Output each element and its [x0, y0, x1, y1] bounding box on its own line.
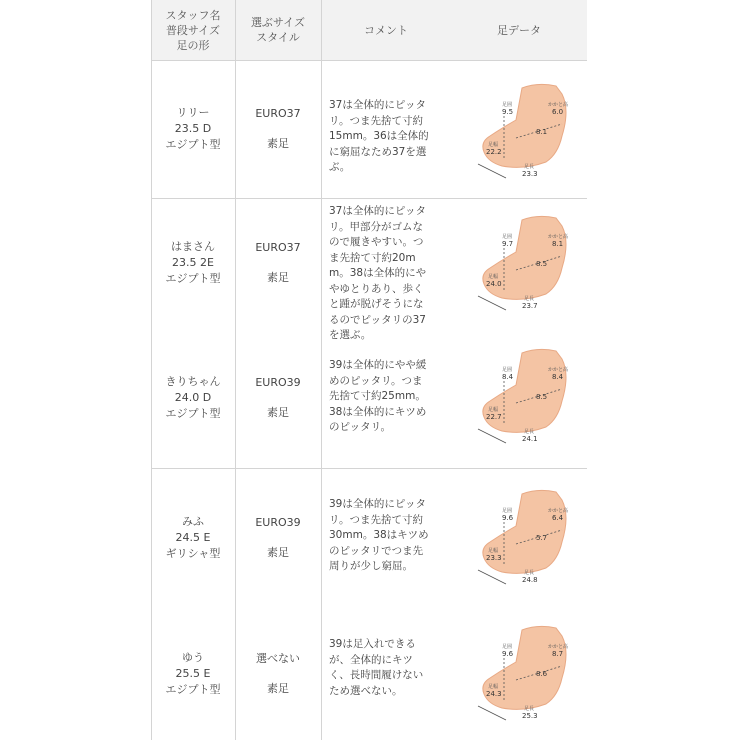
staff-cell: ゆう 25.5 E エジプト型 — [165, 651, 221, 696]
foot-illustration — [466, 622, 586, 722]
foot-illustration — [466, 212, 586, 312]
instep-label: 足囲 — [502, 644, 513, 650]
toe-height-label: かかと高 — [548, 644, 569, 650]
width-value: 24.3 — [486, 690, 502, 698]
size-value: EURO39 — [255, 376, 301, 389]
size-cell — [235, 608, 321, 740]
toe-height-label: かかと高 — [548, 102, 569, 108]
style-value: 素足 — [267, 546, 289, 559]
instep-label: 足囲 — [502, 234, 513, 240]
toe-height-label: かかと高 — [548, 508, 569, 514]
toe-height-value: 8.4 — [552, 373, 564, 381]
length-value: 24.8 — [522, 576, 538, 584]
comment-cell: 37は全体的にピッタリ。つま先捨て寸約15mm。36は全体的に窮屈なため37を選ぶ。 — [329, 99, 429, 173]
width-label: 足幅 — [488, 407, 499, 413]
size-value: 選べない — [256, 652, 300, 665]
style-value: 素足 — [267, 682, 289, 695]
length-label: 足長 — [524, 570, 535, 576]
foot-data-figure — [466, 80, 586, 180]
size-cell — [235, 468, 321, 608]
length-value: 25.3 — [522, 712, 538, 720]
staff-cell: リリー 23.5 D エジプト型 — [165, 106, 221, 151]
instep-value: 9.6 — [502, 514, 514, 522]
width-value: 23.3 — [486, 554, 502, 562]
instep-value: 8.4 — [502, 373, 514, 381]
header-comment: コメント — [364, 23, 408, 37]
heel-value: 8.5 — [536, 393, 548, 401]
toe-height-value: 8.7 — [552, 650, 564, 658]
comment-cell: 39は全体的にやや緩めのピッタリ。つま先捨て寸約25mm。38は全体的にキツめのピッタリ。 — [329, 359, 427, 433]
width-value: 24.0 — [486, 280, 502, 288]
size-value: EURO37 — [255, 241, 301, 254]
width-label: 足幅 — [488, 142, 499, 148]
staff-cell: きりちゃん 24.0 D エジプト型 — [165, 375, 221, 420]
header-staff: スタッフ名 普段サイズ 足の形 — [165, 8, 221, 52]
size-cell — [235, 60, 321, 198]
length-value: 23.7 — [522, 302, 538, 310]
toe-height-value: 8.1 — [552, 240, 564, 248]
instep-value: 9.6 — [502, 650, 514, 658]
staff-cell: はまさん 23.5 2E エジプト型 — [165, 240, 221, 285]
width-value: 22.2 — [486, 148, 502, 156]
foot-illustration — [466, 486, 586, 586]
header-foot-data: 足データ — [497, 23, 541, 37]
width-value: 22.7 — [486, 413, 502, 421]
instep-label: 足囲 — [502, 102, 513, 108]
style-value: 素足 — [267, 271, 289, 284]
width-label: 足幅 — [488, 548, 499, 554]
toe-height-value: 6.4 — [552, 514, 564, 522]
comment-cell: 37は全体的にピッタリ。甲部分がゴムなので履きやすい。つま先捨て寸約20mm。38は全体的にややゆとりあり、歩くと踵が脱げそうになるのでピッタリの37を選ぶ。 — [329, 205, 427, 341]
comment-cell: 39は全体的にピッタリ。つま先捨て寸約30mm。38はキツめのピッタリでつま先周りが少し窮屈。 — [329, 498, 429, 572]
comment-cell: 39は足入れできるが、全体的にキツく、長時間履けないため選べない。 — [329, 638, 424, 697]
size-cell — [235, 328, 321, 468]
width-label: 足幅 — [488, 684, 499, 690]
style-value: 素足 — [267, 137, 289, 150]
table-header — [151, 0, 587, 60]
length-value: 23.3 — [522, 170, 538, 178]
heel-value: 5.7 — [536, 534, 548, 542]
size-table — [151, 0, 587, 740]
foot-data-figure — [466, 486, 586, 586]
length-label: 足長 — [524, 296, 535, 302]
length-label: 足長 — [524, 706, 535, 712]
instep-value: 9.7 — [502, 240, 514, 248]
instep-value: 9.5 — [502, 108, 514, 116]
width-label: 足幅 — [488, 274, 499, 280]
foot-data-figure — [466, 622, 586, 722]
length-value: 24.1 — [522, 435, 538, 443]
length-label: 足長 — [524, 429, 535, 435]
foot-illustration — [466, 345, 586, 445]
instep-label: 足囲 — [502, 508, 513, 514]
header-size: 選ぶサイズ スタイル — [250, 16, 306, 44]
foot-data-figure — [466, 345, 586, 445]
heel-value: 8.6 — [536, 670, 548, 678]
foot-illustration — [466, 80, 586, 180]
heel-value: 8.1 — [536, 128, 548, 136]
toe-height-value: 6.0 — [552, 108, 564, 116]
size-cell — [235, 198, 321, 328]
toe-height-label: かかと高 — [548, 367, 569, 373]
grid-line — [321, 0, 322, 740]
style-value: 素足 — [267, 406, 289, 419]
instep-label: 足囲 — [502, 367, 513, 373]
heel-value: 8.5 — [536, 260, 548, 268]
foot-data-figure — [466, 212, 586, 312]
toe-height-label: かかと高 — [548, 234, 569, 240]
staff-cell: みふ 24.5 E ギリシャ型 — [165, 515, 221, 560]
size-value: EURO39 — [255, 516, 301, 529]
size-value: EURO37 — [255, 107, 301, 120]
length-label: 足長 — [524, 164, 535, 170]
